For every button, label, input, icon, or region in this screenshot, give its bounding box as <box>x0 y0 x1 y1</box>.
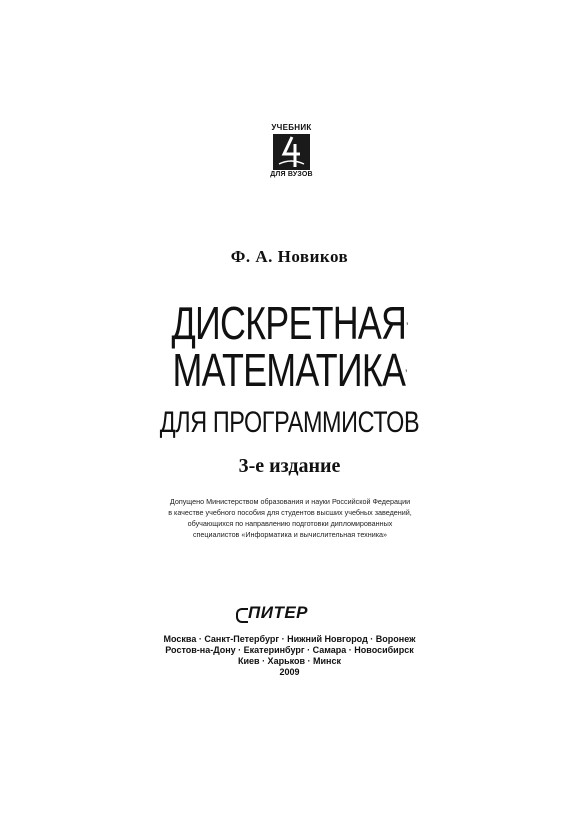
title-line-2-text: МАТЕМАТИКА <box>172 344 406 396</box>
approval-line: специалистов «Информатика и вычислительная техника» <box>192 530 388 539</box>
approval-line: обучающихся по направлению подготовки дипломированных <box>187 519 393 528</box>
publisher-logo <box>230 603 350 623</box>
subtitle: ДЛЯ ПРОГРАММИСТОВ <box>159 406 420 439</box>
trademark-mark-icon: ’ <box>405 367 407 381</box>
approval-line: Допущено Министерством образования и науки Российской Федерации <box>169 497 411 506</box>
series-logo <box>269 123 314 183</box>
title-line-1 <box>64 298 516 348</box>
cities-line: Ростов-на-Дону · Екатеринбург · Самара · Новосибирск <box>165 645 414 655</box>
series-logo-bottom-text: ДЛЯ ВУЗОВ <box>270 171 313 178</box>
approval-statement <box>130 496 450 540</box>
title-line-1-text: ДИСКРЕТНАЯ <box>171 297 407 349</box>
publication-year: 2009 <box>279 667 300 677</box>
publisher-mark-icon <box>236 608 248 623</box>
author-name: Ф. А. Новиков <box>230 247 349 266</box>
series-emblem-icon <box>273 134 310 170</box>
cities-line: Москва · Санкт-Петербург · Нижний Новгород · Воронеж <box>163 634 416 644</box>
series-logo-top-text: УЧЕБНИК <box>271 123 312 132</box>
edition: 3-е издание <box>238 455 341 477</box>
cities-line: Киев · Харьков · Минск <box>238 656 341 666</box>
trademark-mark-icon: ’ <box>406 320 408 334</box>
title-line-2 <box>64 345 516 395</box>
publisher-name: ПИТЕР <box>248 603 309 622</box>
approval-line: в качестве учебного пособия для студентов высших учебных заведений, <box>168 508 412 517</box>
